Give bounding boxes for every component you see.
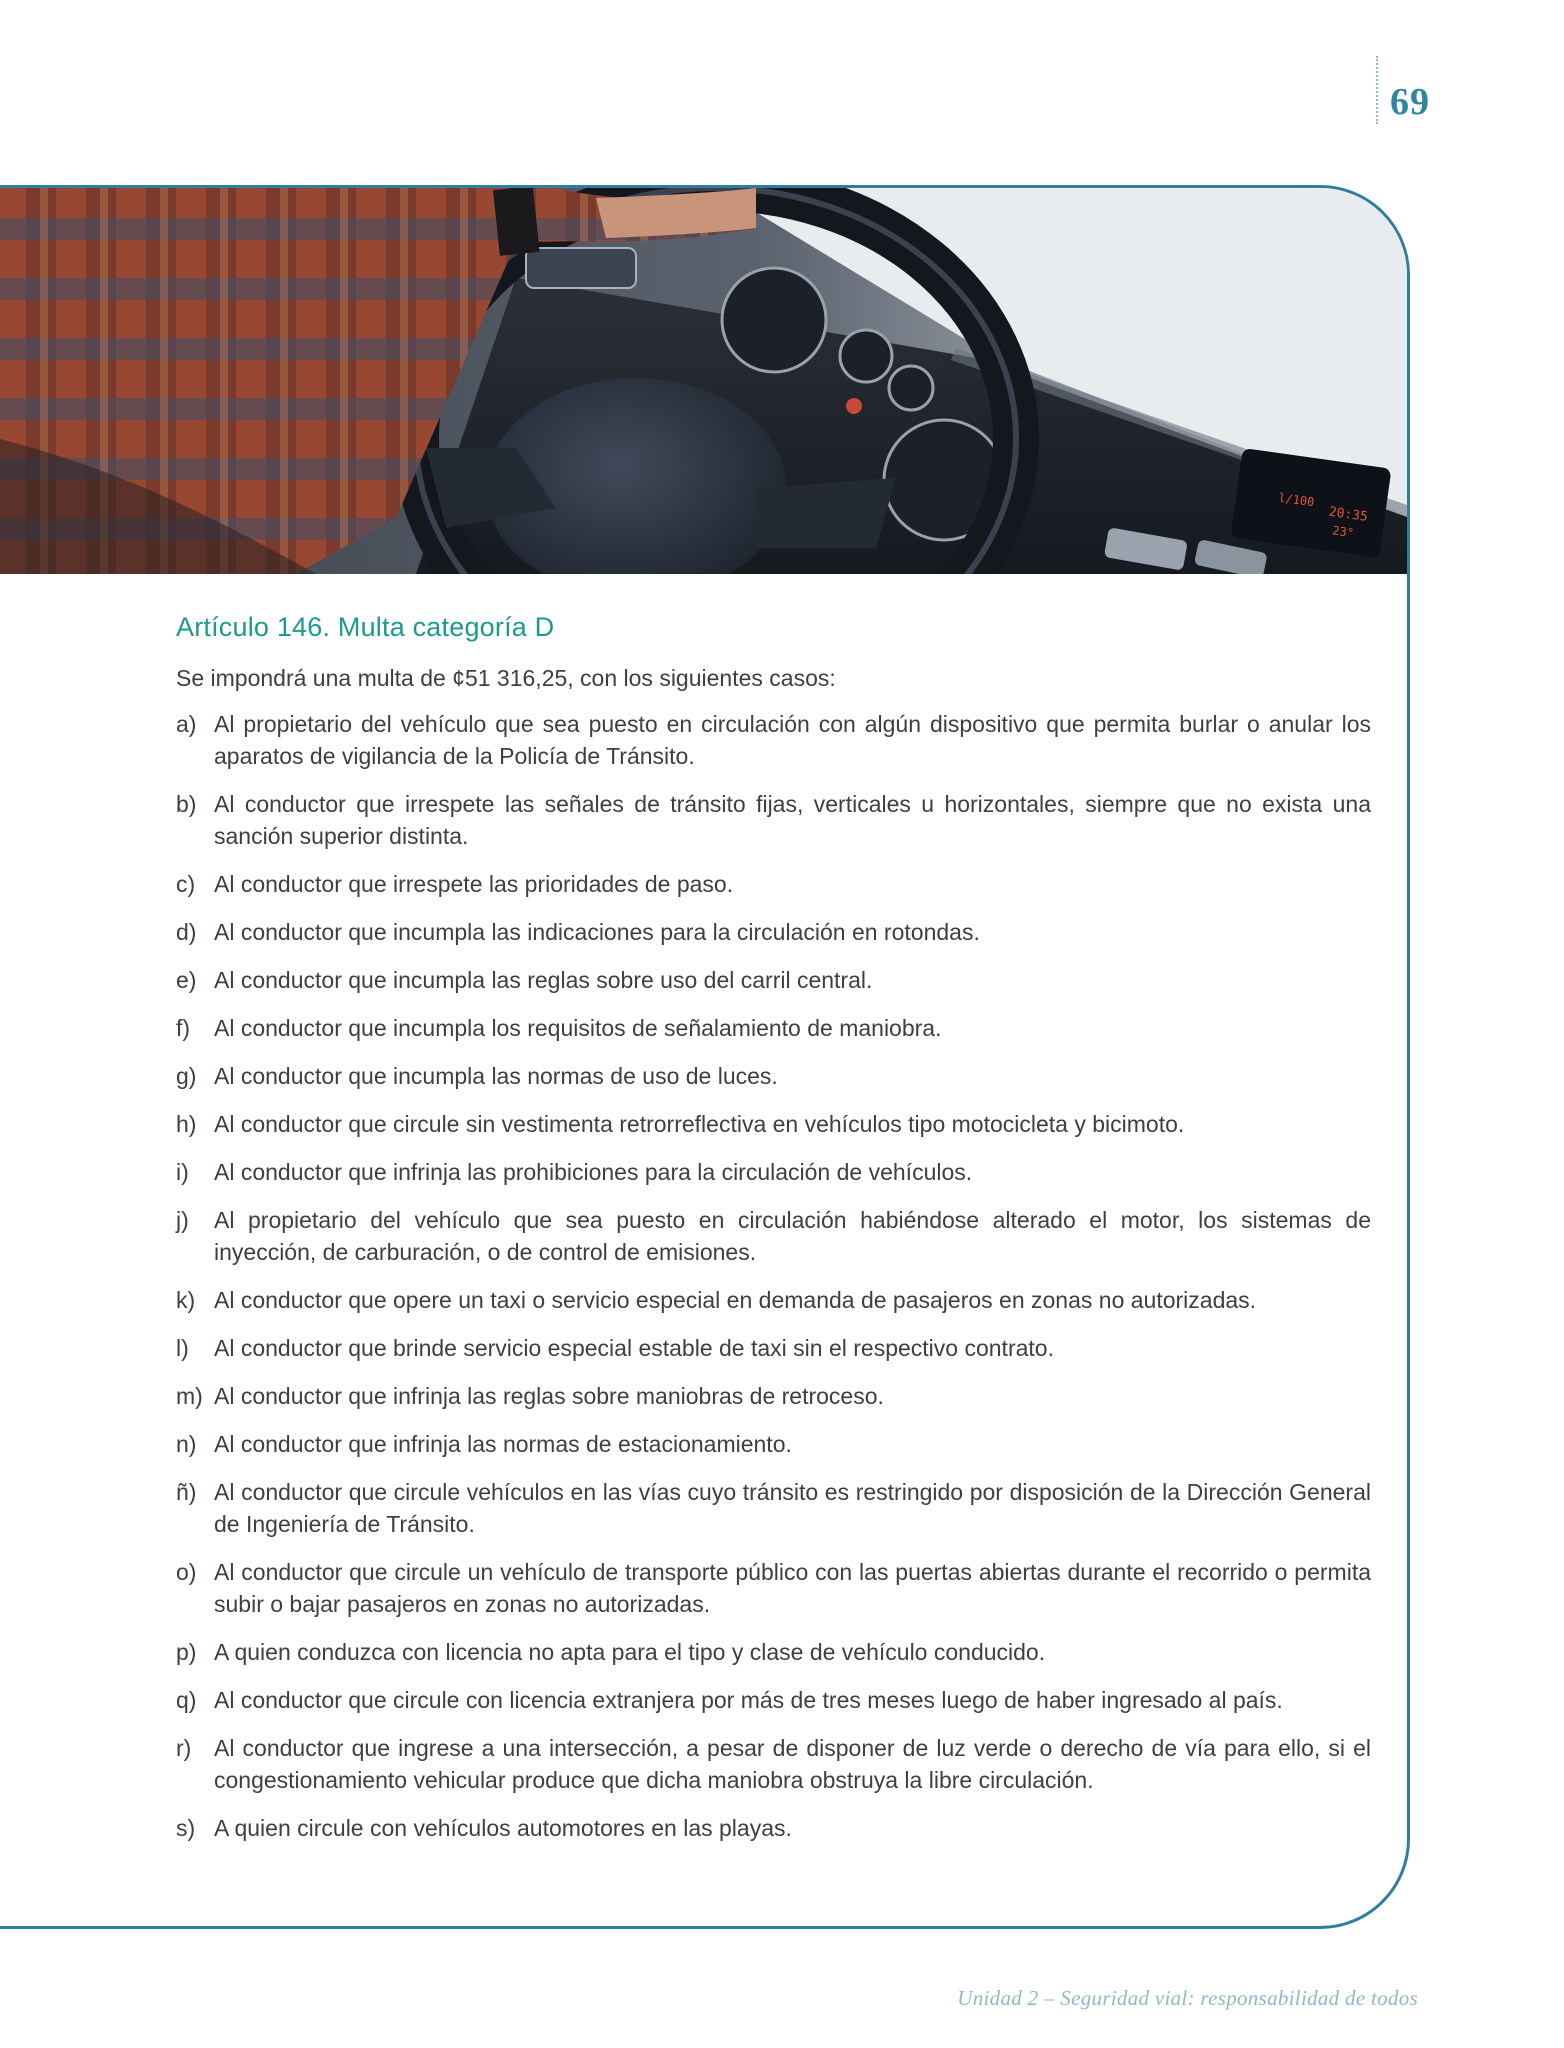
list-item [176,1476,1371,1540]
list-item-text: A quien conduzca con licencia no apta para el tipo y clase de vehículo conducido. [214,1639,1046,1665]
list-item-letter: n) [176,1431,197,1457]
list-item-text: Al conductor que incumpla las normas de uso de luces. [214,1063,778,1089]
list-item-letter: l) [176,1335,189,1361]
list-item-letter: m) [176,1383,203,1409]
list-item [176,1204,1371,1268]
list-item-text: Al conductor que infrinja las reglas sobre maniobras de retroceso. [214,1383,884,1409]
list-item [176,1732,1371,1796]
article-intro: Se impondrá una multa de ¢51 316,25, con los siguientes casos: [176,665,836,691]
list-item-text: Al conductor que opere un taxi o servicio especial en demanda de pasajeros en zonas no autorizadas. [214,1287,1257,1313]
dash-consumption: l/100 [1277,490,1316,510]
driver-dashboard-photo [0,188,1410,574]
list-item-letter: k) [176,1287,196,1313]
list-item-letter: o) [176,1559,197,1585]
list-item [176,1380,1371,1412]
list-item [176,1636,1371,1668]
list-item-text: Al conductor que irrespete las prioridades de paso. [214,871,734,897]
list-item [176,1428,1371,1460]
list-item-letter: e) [176,967,197,993]
article-items-list [176,708,1371,1844]
list-item-text: Al conductor que circule un vehículo de transporte público con las puertas abiertas durante el recorrido o permita subir o bajar pasajeros en zonas no autorizadas. [214,1559,1371,1617]
list-item [176,868,1371,900]
article-title: Artículo 146. Multa categoría D [176,612,555,642]
list-item-text: Al conductor que circule sin vestimenta retrorreflectiva en vehículos tipo motocicleta y bicimoto. [214,1111,1185,1137]
list-item-letter: a) [176,711,197,737]
list-item-text: Al conductor que ingrese a una intersección, a pesar de disponer de luz verde o derecho de vía para ello, si el congestionamiento vehicular produce que dicha maniobra obstruya la libre circulación. [214,1735,1371,1793]
list-item-text: Al conductor que irrespete las señales de tránsito fijas, verticales u horizontales, siempre que no exista una sanción superior distinta. [214,791,1371,849]
list-item-text: Al conductor que incumpla las indicaciones para la circulación en rotondas. [214,919,980,945]
list-item [176,1108,1371,1140]
list-item-letter: h) [176,1111,197,1137]
list-item [176,1556,1371,1620]
list-item-text: Al conductor que infrinja las prohibiciones para la circulación de vehículos. [214,1159,973,1185]
list-item [176,1060,1371,1092]
dash-time: 20:35 [1327,504,1369,525]
list-item-letter: p) [176,1639,197,1665]
list-item-text: Al propietario del vehículo que sea puesto en circulación habiéndose alterado el motor, los sistemas de inyección, de carburación, o de control de emisiones. [214,1207,1371,1265]
page-number: 69 [1390,81,1430,123]
list-item-letter: j) [176,1207,189,1233]
page-footer: Unidad 2 – Seguridad vial: responsabilidad de todos [957,1986,1418,2010]
dash-temperature: 23° [1331,523,1355,541]
list-item [176,964,1371,996]
list-item-letter: b) [176,791,197,817]
list-item-text: Al conductor que infrinja las normas de estacionamiento. [214,1431,792,1457]
list-item [176,1012,1371,1044]
list-item [176,1812,1371,1844]
list-item [176,1684,1371,1716]
list-item-text: Al conductor que brinde servicio especial estable de taxi sin el respectivo contrato. [214,1335,1054,1361]
article-content [176,612,1371,1860]
list-item-letter: g) [176,1063,197,1089]
list-item-letter: s) [176,1815,196,1841]
list-item-letter: q) [176,1687,197,1713]
list-item-text: Al conductor que incumpla las reglas sobre uso del carril central. [214,967,873,993]
list-item [176,1284,1371,1316]
page-number-divider [1376,56,1378,124]
list-item [176,788,1371,852]
list-item [176,1156,1371,1188]
list-item-letter: i) [176,1159,189,1185]
list-item-letter: d) [176,919,197,945]
list-item-text: Al propietario del vehículo que sea puesto en circulación con algún dispositivo que permita burlar o anular los aparatos de vigilancia de la Policía de Tránsito. [214,711,1371,769]
list-item-text: Al conductor que circule vehículos en las vías cuyo tránsito es restringido por disposición de la Dirección General de Ingeniería de Tránsito. [214,1479,1371,1537]
list-item-text: A quien circule con vehículos automotores en las playas. [214,1815,792,1841]
list-item-letter: f) [176,1015,191,1041]
list-item-text: Al conductor que incumpla los requisitos de señalamiento de maniobra. [214,1015,942,1041]
list-item-letter: c) [176,871,196,897]
list-item [176,708,1371,772]
list-item-letter: r) [176,1735,192,1761]
list-item-letter: ñ) [176,1479,197,1505]
list-item-text: Al conductor que circule con licencia extranjera por más de tres meses luego de haber ingresado al país. [214,1687,1283,1713]
list-item [176,1332,1371,1364]
list-item [176,916,1371,948]
